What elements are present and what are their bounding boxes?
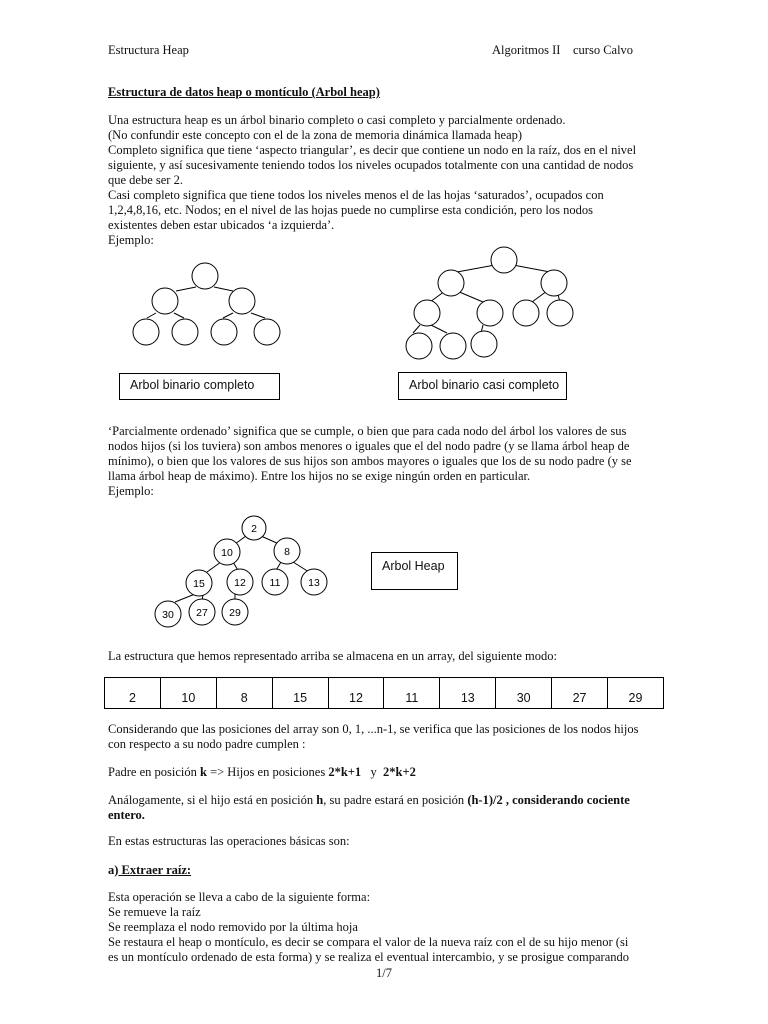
heap-node: 12 bbox=[234, 577, 246, 589]
array-cell: 10 bbox=[160, 678, 216, 709]
heap-node: 11 bbox=[269, 577, 281, 589]
text-line: Se remueve la raíz bbox=[108, 905, 201, 919]
analog-formula: (h-1)/2 , considerando cociente bbox=[467, 793, 630, 807]
analog-paragraph bbox=[108, 793, 630, 823]
text-line: con respecto a su nodo padre cumplen : bbox=[108, 737, 306, 751]
heap-node: 8 bbox=[284, 546, 290, 558]
formula-k: k bbox=[200, 765, 207, 779]
heap-node: 2 bbox=[251, 523, 257, 535]
table-row bbox=[105, 678, 664, 709]
text-line: Se reemplaza el nodo removido por la última hoja bbox=[108, 920, 358, 934]
text-line: 1,2,4,8,16, etc. Nodos; en el nivel de las hojas puede no cumplirse esta condición, pero los nodos bbox=[108, 203, 593, 217]
heap-node: 30 bbox=[162, 609, 174, 621]
text-line: siguiente, y así sucesivamente teniendo todos los niveles ocupados totalmente con una cantidad de nodos bbox=[108, 158, 634, 172]
formula-left-child: 2*k+1 bbox=[328, 765, 362, 779]
text-line: Una estructura heap es un árbol binario completo o casi completo y parcialmente ordenado. bbox=[108, 113, 566, 127]
text-line: llama árbol heap de máximo). Entre los hijos no se exige ningún orden en particular. bbox=[108, 469, 531, 483]
partial-order-paragraph bbox=[108, 424, 632, 499]
page-title: Estructura de datos heap o montículo (Arbol heap) bbox=[108, 85, 380, 99]
text-line: Considerando que las posiciones del array son 0, 1, ...n-1, se verifica que las posiciones de los nodos hijos bbox=[108, 722, 639, 736]
heap-label-box bbox=[371, 552, 458, 590]
array-cell: 29 bbox=[608, 678, 664, 709]
formula-text: y bbox=[361, 765, 384, 779]
analog-text: , su padre estará en posición bbox=[323, 793, 468, 807]
array-cell: 13 bbox=[440, 678, 496, 709]
formula-text: Padre en posición bbox=[108, 765, 200, 779]
analog-h: h bbox=[316, 793, 324, 807]
section-a-prefix: a) bbox=[108, 863, 119, 877]
text-line: Completo significa que tiene ‘aspecto triangular’, es decir que contiene un nodo en la raíz, dos en el nivel bbox=[108, 143, 637, 157]
formula-line bbox=[108, 765, 416, 780]
section-a-title: Extraer raíz: bbox=[118, 863, 192, 877]
operations-intro: En estas estructuras las operaciones básicas son: bbox=[108, 834, 350, 848]
text-line: mínimo), o bien que los valores de sus hijos son ambos mayores o iguales que los de su nodo padre (y se bbox=[108, 454, 632, 468]
formula-right-child: 2*k+2 bbox=[383, 765, 416, 779]
text-line: Ejemplo: bbox=[108, 233, 154, 247]
header-course: Algoritmos II bbox=[492, 43, 561, 57]
array-cell: 8 bbox=[216, 678, 272, 709]
heap-node: 10 bbox=[221, 547, 233, 559]
header-teacher: curso Calvo bbox=[573, 43, 634, 57]
almost-complete-tree-label-box bbox=[398, 372, 567, 400]
text-line: Ejemplo: bbox=[108, 484, 154, 498]
array-cell: 2 bbox=[105, 678, 161, 709]
heap-label: Arbol Heap bbox=[382, 559, 445, 573]
array-cell: 30 bbox=[496, 678, 552, 709]
extract-paragraph bbox=[108, 890, 629, 965]
text-line: Se restaura el heap o montículo, es decir se compara el valor de la nueva raíz con el de su hijo menor (si bbox=[108, 935, 629, 949]
almost-complete-tree-label: Arbol binario casi completo bbox=[409, 378, 560, 392]
complete-tree-label: Arbol binario completo bbox=[130, 378, 255, 392]
heap-node: 27 bbox=[196, 607, 208, 619]
text-line: Esta operación se lleva a cabo de la siguiente forma: bbox=[108, 890, 371, 904]
heap-node: 13 bbox=[308, 577, 320, 589]
header-left: Estructura Heap bbox=[108, 43, 189, 57]
intro-paragraph bbox=[108, 113, 636, 248]
heap-node: 29 bbox=[229, 607, 241, 619]
array-intro: La estructura que hemos representado arriba se almacena en un array, del siguiente modo: bbox=[108, 649, 557, 663]
text-line: que debe ser 2. bbox=[108, 173, 183, 187]
array-cell: 15 bbox=[272, 678, 328, 709]
array-cell: 11 bbox=[384, 678, 440, 709]
text-line: (No confundir este concepto con el de la zona de memoria dinámica llamada heap) bbox=[108, 128, 523, 142]
heap-node: 15 bbox=[193, 578, 205, 590]
almost-complete-tree-diagram bbox=[395, 245, 575, 365]
analog-formula-cont: entero. bbox=[108, 808, 145, 822]
text-line: ‘Parcialmente ordenado’ significa que se cumple, o bien que para cada nodo del árbol los valores de sus bbox=[108, 424, 627, 438]
text-line: es un montículo ordenado de esta forma) y se realiza el eventual intercambio, y se prosigue comparando bbox=[108, 950, 629, 964]
text-line: existentes deben estar ubicados ‘a izquierda’. bbox=[108, 218, 335, 232]
page-number: 1/7 bbox=[376, 966, 392, 980]
text-line: Casi completo significa que tiene todos los niveles menos el de las hojas ‘saturados’, ocupados con bbox=[108, 188, 604, 202]
text-line: nodos hijos (si los tuviera) son ambos menores o iguales que el del nodo padre (y se llama árbol heap de bbox=[108, 439, 630, 453]
complete-tree-label-box bbox=[119, 373, 280, 400]
heap-array-table bbox=[104, 677, 664, 709]
complete-tree-diagram bbox=[120, 255, 300, 355]
array-cell: 12 bbox=[328, 678, 384, 709]
formula-text: => Hijos en posiciones bbox=[206, 765, 329, 779]
analog-text: Análogamente, si el hijo está en posición bbox=[108, 793, 317, 807]
section-a-heading bbox=[108, 863, 191, 878]
heap-tree-diagram bbox=[145, 510, 345, 630]
array-cell: 27 bbox=[552, 678, 608, 709]
positions-paragraph bbox=[108, 722, 638, 752]
